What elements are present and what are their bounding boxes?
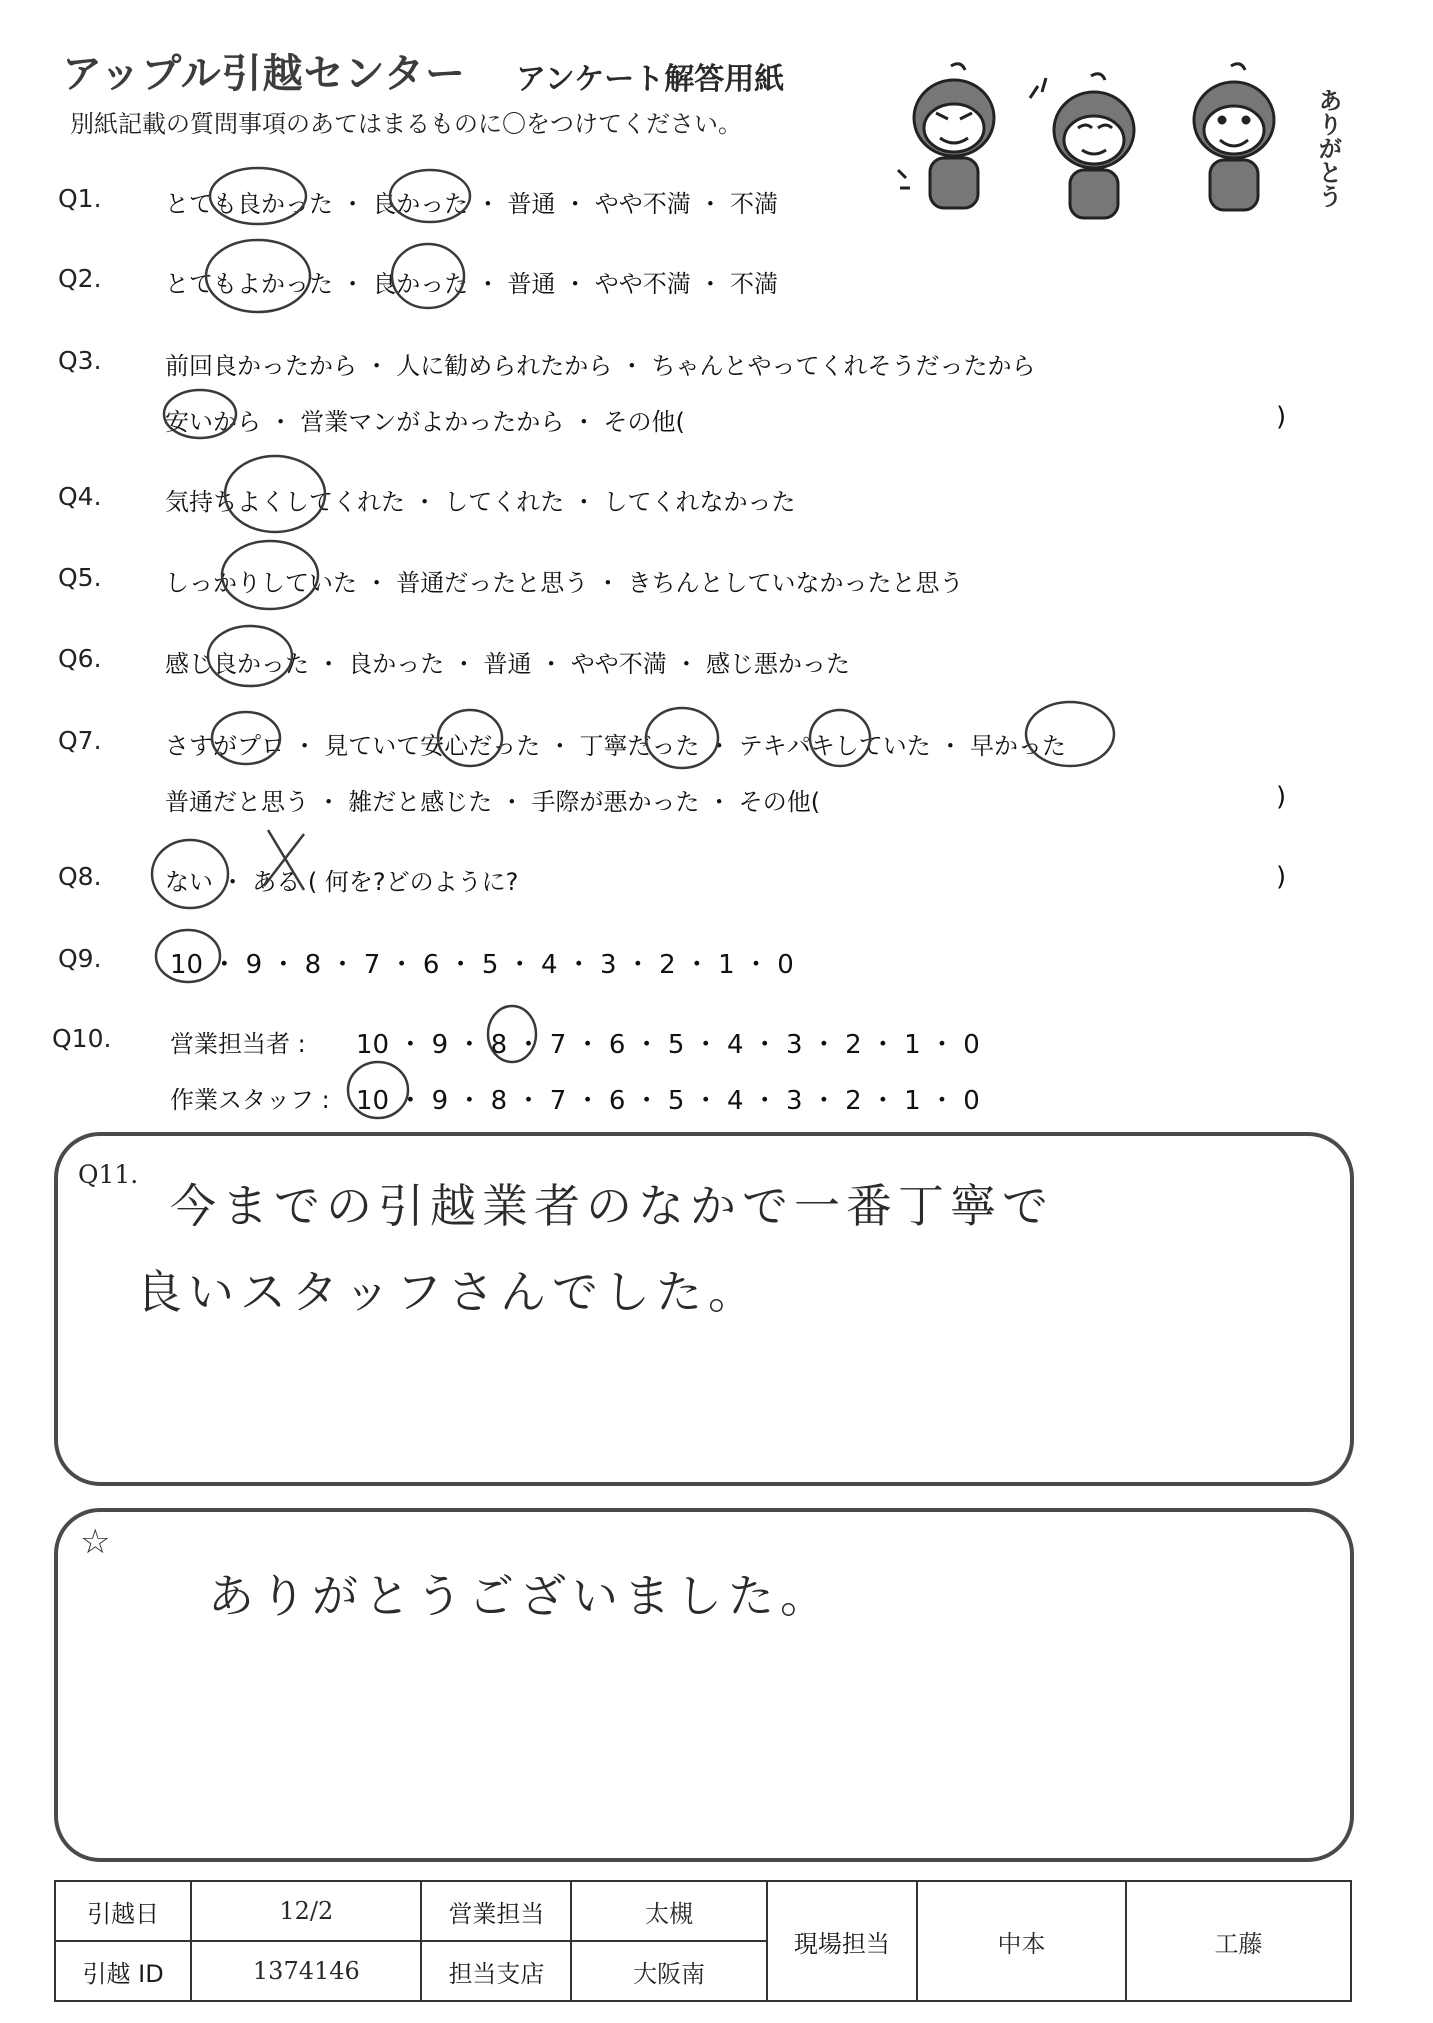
mark-q1-b xyxy=(390,170,470,222)
q10-sales-scale[interactable]: 10 ・ 9 ・ 8 ・ 7 ・ 6 ・ 5 ・ 4 ・ 3 ・ 2 ・ 1 ・ 0 xyxy=(356,1030,980,1060)
q10-staff-label: 作業スタッフ : xyxy=(170,1086,330,1114)
star-icon: ☆ xyxy=(80,1522,111,1562)
mark-q2-a xyxy=(206,240,310,312)
q5-options[interactable]: しっかりしていた ・ 普通だったと思う ・ きちんとしていなかったと思う xyxy=(165,569,964,597)
move-date-value: 12/2 xyxy=(191,1881,421,1941)
mark-q6 xyxy=(208,626,292,686)
q7-options-line2[interactable]: 普通だと思う ・ 雑だと感じた ・ 手際が悪かった ・ その他( xyxy=(165,788,821,816)
q3-close-paren: ) xyxy=(1276,402,1287,432)
sales-rep-label: 営業担当 xyxy=(421,1881,571,1941)
q8-options[interactable]: ない ・ ある ( 何を?どのように? xyxy=(165,868,519,896)
footer-table xyxy=(54,1880,1352,2002)
mark-q7-a xyxy=(212,712,280,764)
mark-q4 xyxy=(225,456,325,532)
form-instruction: 別紙記載の質問事項のあてはまるものに〇をつけてください。 xyxy=(70,110,742,138)
q9-label: Q9. xyxy=(58,944,102,973)
sales-rep-value: 太槻 xyxy=(571,1881,766,1941)
form-subtitle: アンケート解答用紙 xyxy=(516,62,785,97)
mark-q5 xyxy=(222,541,318,609)
q7-options-line1[interactable]: さすがプロ ・ 見ていて安心だった ・ 丁寧だった ・ テキパキしていた ・ 早かった xyxy=(165,732,1067,760)
mark-q8-strike xyxy=(264,830,304,890)
q10-label: Q10. xyxy=(52,1024,112,1053)
q11-label: Q11. xyxy=(78,1160,139,1189)
q6-options[interactable]: 感じ良かった ・ 良かった ・ 普通 ・ やや不満 ・ 感じ悪かった xyxy=(165,650,851,678)
q11-comment-line1: 今までの引越業者のなかで一番丁寧で xyxy=(170,1179,1054,1233)
mark-q7-b xyxy=(438,710,502,766)
branch-value: 大阪南 xyxy=(571,1941,766,2001)
branch-label: 担当支店 xyxy=(421,1941,571,2001)
mark-q1-a xyxy=(210,168,306,224)
q1-label: Q1. xyxy=(58,184,102,213)
q8-close-paren: ) xyxy=(1276,862,1287,892)
q3-label: Q3. xyxy=(58,346,102,375)
q5-label: Q5. xyxy=(58,563,102,592)
mascot-caption: ありがとう xyxy=(1314,88,1342,208)
q7-close-paren: ) xyxy=(1276,782,1287,812)
q11-comment-line2: 良いスタッフさんでした。 xyxy=(136,1265,760,1319)
mark-q10-sales xyxy=(488,1006,536,1062)
q1-options[interactable]: とても良かった ・ 良かった ・ 普通 ・ やや不満 ・ 不満 xyxy=(165,190,779,218)
site-rep-label: 現場担当 xyxy=(767,1881,917,2001)
q3-options-line1[interactable]: 前回良かったから ・ 人に勧められたから ・ ちゃんとやってくれそうだったから xyxy=(165,352,1036,380)
q6-label: Q6. xyxy=(58,644,102,673)
move-id-label: 引越 ID xyxy=(55,1941,191,2001)
move-id-value: 1374146 xyxy=(191,1941,421,2001)
mark-q9 xyxy=(156,930,220,982)
q7-label: Q7. xyxy=(58,726,102,755)
mark-q8 xyxy=(152,840,228,908)
site-rep-value-1: 中本 xyxy=(917,1881,1126,2001)
q3-options-line2[interactable]: 安いから ・ 営業マンがよかったから ・ その他( xyxy=(165,408,685,436)
star-comment-text: ありがとうございました。 xyxy=(208,1569,832,1623)
mark-q7-d xyxy=(810,710,870,766)
company-title: アップル引越センター xyxy=(62,51,466,97)
mark-q3 xyxy=(164,390,236,438)
q8-label: Q8. xyxy=(58,862,102,891)
q2-options[interactable]: とてもよかった ・ 良かった ・ 普通 ・ やや不満 ・ 不満 xyxy=(165,270,779,298)
move-date-label: 引越日 xyxy=(55,1881,191,1941)
site-rep-value-2: 工藤 xyxy=(1126,1881,1351,2001)
mark-q7-e xyxy=(1026,702,1114,766)
q4-label: Q4. xyxy=(58,482,102,511)
q2-label: Q2. xyxy=(58,264,102,293)
q10-staff-scale[interactable]: 10 ・ 9 ・ 8 ・ 7 ・ 6 ・ 5 ・ 4 ・ 3 ・ 2 ・ 1 ・ 0 xyxy=(356,1086,980,1116)
q4-options[interactable]: 気持ちよくしてくれた ・ してくれた ・ してくれなかった xyxy=(165,488,796,516)
mark-q10-staff xyxy=(348,1062,408,1118)
mark-q2-b xyxy=(392,244,464,308)
mark-q7-c xyxy=(646,708,718,768)
q10-sales-label: 営業担当者 : xyxy=(170,1030,306,1058)
q9-scale[interactable]: 10 ・ 9 ・ 8 ・ 7 ・ 6 ・ 5 ・ 4 ・ 3 ・ 2 ・ 1 ・ 0 xyxy=(170,950,794,980)
